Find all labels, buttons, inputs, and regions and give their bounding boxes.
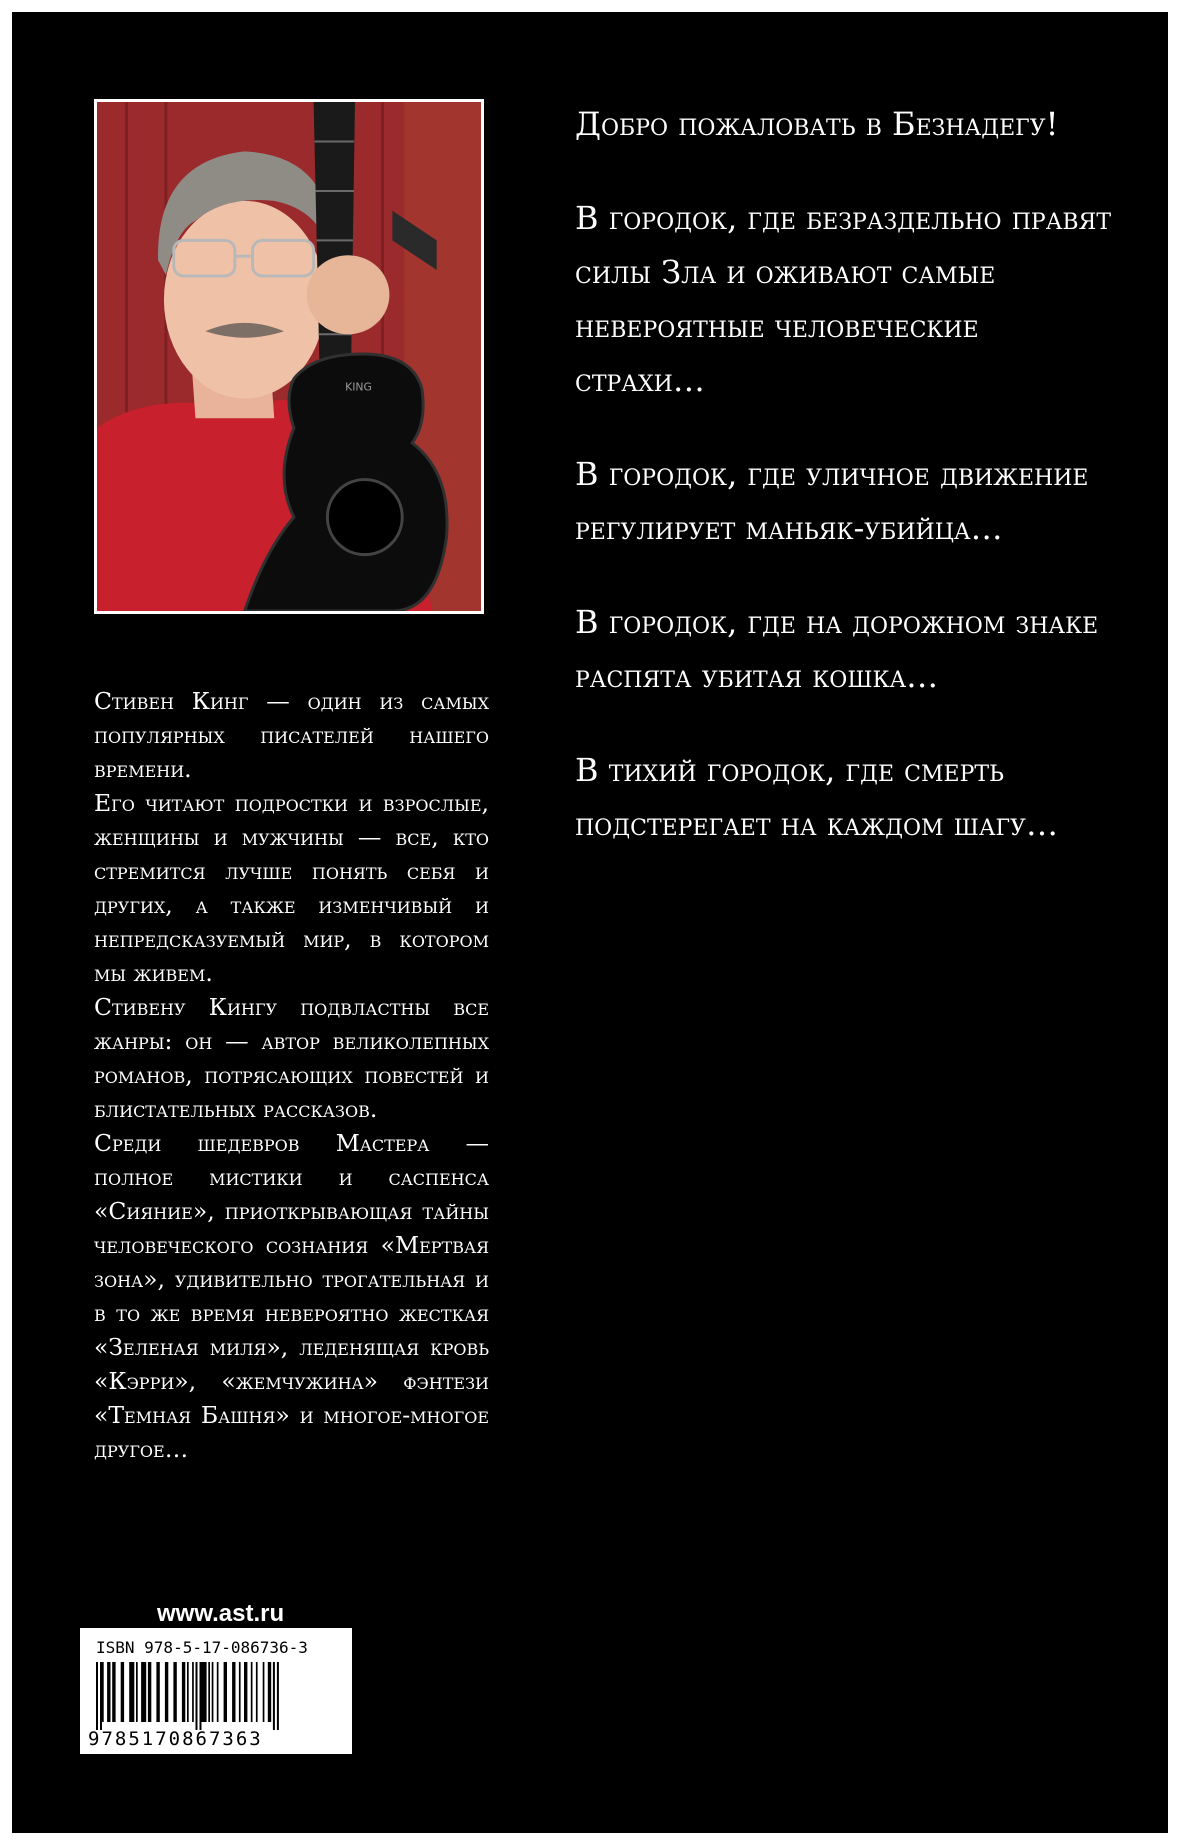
- author-photo: [94, 99, 484, 614]
- barcode-bar: [192, 1662, 194, 1722]
- barcode-bars: [92, 1662, 340, 1730]
- barcode-bar: [165, 1662, 168, 1722]
- tagline-line: В городок, где уличное движение регулирует маньяк-убийца…: [575, 455, 1089, 547]
- barcode-bar: [212, 1662, 214, 1722]
- bio-paragraph: Стивену Кингу подвластны все жанры: он — автор великолепных романов, потрясающих повестей и блистательных рассказов.: [94, 993, 489, 1123]
- publisher-website[interactable]: www.ast.ru: [157, 1600, 285, 1627]
- tagline-line: Добро пожаловать в Безнадегу!: [575, 105, 1059, 143]
- guitar-inlay-text: KING: [345, 380, 372, 394]
- tagline-block: [575, 97, 1115, 891]
- barcode-bar: [156, 1662, 159, 1722]
- barcode-guard-bar: [100, 1662, 102, 1730]
- barcode-guard-bar: [277, 1662, 279, 1730]
- barcode-bar: [107, 1662, 110, 1722]
- barcode-bar: [256, 1662, 258, 1722]
- tagline-line: В тихий городок, где смерть подстерегает на каждом шагу…: [575, 751, 1058, 843]
- bio-paragraph: Его читают подростки и взрослые, женщины и мужчины — все, кто стремится лучше понять себя и других, а также изменчивый и непредсказуемый мир, в котором мы живем.: [94, 789, 489, 987]
- barcode-bar: [121, 1662, 124, 1722]
- barcode-bar: [263, 1662, 265, 1722]
- bio-paragraph: Стивен Кинг — один из самых популярных писателей нашего времени.: [94, 687, 489, 783]
- barcode-bar: [251, 1662, 253, 1722]
- isbn-label: ISBN 978-5-17-086736-3: [96, 1638, 308, 1657]
- barcode-bar: [129, 1662, 134, 1722]
- author-bio: [94, 684, 489, 1466]
- barcode-bar: [217, 1662, 219, 1722]
- barcode-bar: [112, 1662, 115, 1722]
- barcode-bar: [141, 1662, 146, 1722]
- barcode-digits: 9785170867363: [88, 1728, 263, 1750]
- barcode-bar: [187, 1662, 189, 1722]
- author-portrait-image: [97, 102, 481, 611]
- barcode-bar: [244, 1662, 247, 1722]
- barcode-bar: [232, 1662, 235, 1722]
- isbn-barcode: [80, 1628, 352, 1754]
- barcode-bar: [173, 1662, 176, 1722]
- tagline-line: В городок, где безраздельно правят силы Зла и оживают самые невероятные человеческие страхи…: [575, 199, 1111, 399]
- barcode-bar: [202, 1662, 207, 1722]
- barcode-bar: [239, 1662, 241, 1722]
- barcode-bar: [268, 1662, 271, 1722]
- back-cover: [12, 12, 1168, 1833]
- barcode-guard-bar: [200, 1662, 202, 1730]
- barcode-bar: [224, 1662, 227, 1722]
- tagline-line: В городок, где на дорожном знаке распята убитая кошка…: [575, 603, 1099, 695]
- barcode-bar: [148, 1662, 151, 1722]
- barcode-guard-bar: [273, 1662, 275, 1730]
- barcode-bar: [102, 1662, 104, 1722]
- bio-paragraph: Среди шедевров Мастера — полное мистики и саспенса «Сияние», приоткрывающая тайны человеческого сознания «Мертвая зона», удивительно трогательная и в то же время невероятно жесткая «Зеленая миля», леденящая кровь «Кэрри», «жемчужина» фэнтези «Темная Башня» и многое-многое другое…: [94, 1129, 489, 1463]
- barcode-bar: [136, 1662, 138, 1722]
- barcode-bar: [208, 1662, 210, 1722]
- barcode-guard-bar: [96, 1662, 98, 1730]
- barcode-guard-bar: [196, 1662, 198, 1730]
- barcode-bar: [182, 1662, 185, 1722]
